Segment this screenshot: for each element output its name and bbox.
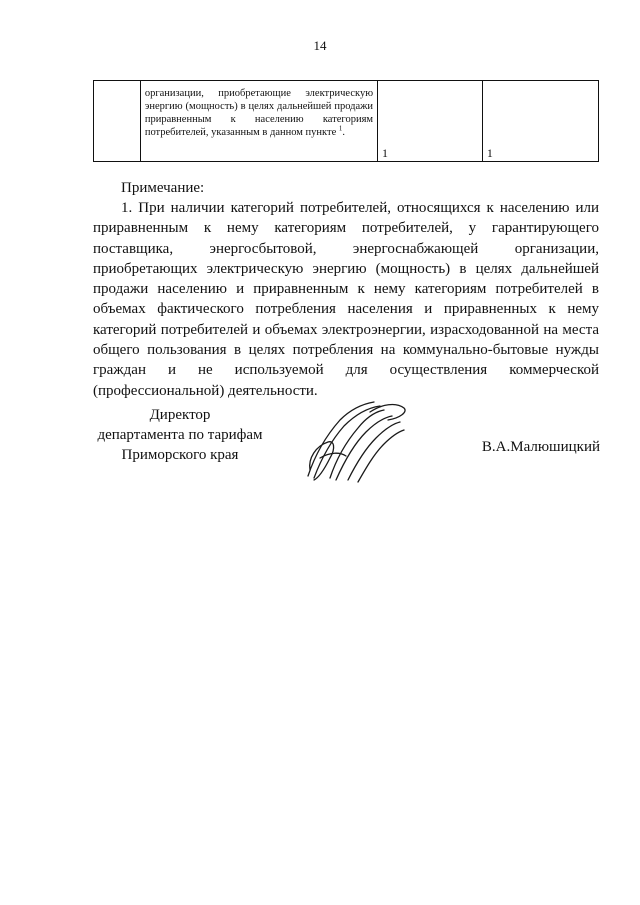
tariff-table-fragment bbox=[93, 80, 599, 162]
value-1: 1 bbox=[382, 146, 389, 160]
value-2: 1 bbox=[486, 146, 493, 160]
position-line-2: департамента по тарифам bbox=[97, 427, 263, 443]
table-cell-index bbox=[94, 81, 141, 162]
handwritten-signature bbox=[300, 398, 410, 488]
signatory-position bbox=[80, 405, 280, 465]
position-line-3: Приморского края bbox=[121, 447, 239, 463]
table-row bbox=[94, 81, 599, 162]
signatory-name: В.А.Малюшицкий bbox=[481, 439, 600, 455]
row-description-text: организации, приобретающие электрическую энергию (мощность) в целях дальнейшей продажи приравненным к населению категориям потребителей, указанным в данном пункте bbox=[144, 88, 374, 138]
position-line-1: Директор bbox=[149, 407, 211, 423]
footnote-marker: 1 bbox=[338, 124, 343, 133]
note-heading: Примечание: bbox=[121, 180, 205, 196]
row-description bbox=[141, 81, 377, 139]
table-cell-value-2 bbox=[482, 81, 598, 162]
note-body: 1. При наличии категорий потребителей, относящихся к населению или приравненным к нему категориям потребителей, у гарантирующего поставщика, энергосбытовой, энергоснабжающей организации, приобретающих электрическую энергию (мощность) в целях дальнейшей продажи населению и приравненным к нему категориям потребителей в объемах фактического потребления населения и приравненных к нему категорий потребителей и объемах электроэнергии, израсходованной на места общего пользования в целях потребления на коммунально-бытовые нужды граждан и не используемой для осуществления коммерческой (профессиональной) деятельности. bbox=[93, 200, 599, 399]
row-description-suffix: . bbox=[342, 127, 345, 138]
table-cell-description bbox=[140, 81, 377, 162]
page-number: 14 bbox=[313, 38, 327, 53]
table-cell-value-1 bbox=[378, 81, 483, 162]
